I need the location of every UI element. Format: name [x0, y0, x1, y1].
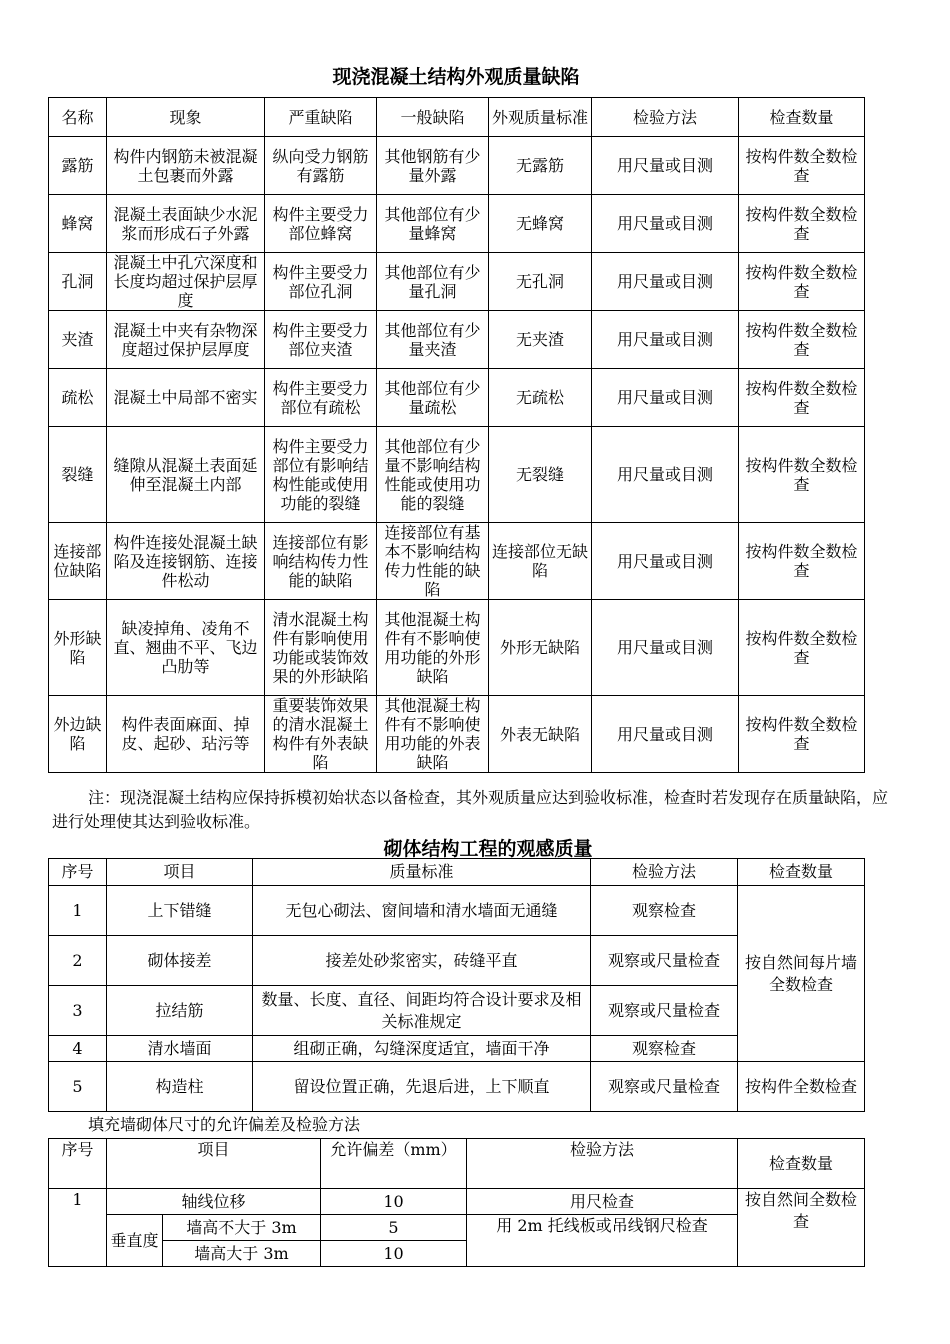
cell: 5 [321, 1215, 467, 1241]
cell: 用尺检查 [467, 1189, 738, 1215]
cell: 无露筋 [489, 137, 592, 195]
cell: 按构件数全数检查 [739, 696, 865, 773]
cell: 按构件数全数检查 [739, 311, 865, 369]
table-row [49, 427, 865, 523]
cell: 观察或尺量检查 [591, 1062, 738, 1112]
header-cell: 序号 [49, 859, 107, 886]
cell: 留设位置正确，先退后进，上下顺直 [253, 1062, 591, 1112]
header-cell: 名称 [49, 98, 107, 137]
cell: 用尺量或目测 [592, 137, 739, 195]
header-cell: 检查数量 [739, 98, 865, 137]
table2-title: 砌体结构工程的观感质量 [383, 838, 593, 860]
defects-table [48, 97, 865, 773]
cell: 蜂窝 [49, 195, 107, 253]
cell: 无夹渣 [489, 311, 592, 369]
cell: 10 [321, 1241, 467, 1267]
cell: 1 [49, 1189, 107, 1267]
cell: 混凝土中夹有杂物深度超过保护层厚度 [107, 311, 265, 369]
cell: 无疏松 [489, 369, 592, 427]
cell: 4 [49, 1036, 107, 1062]
cell: 外形无缺陷 [489, 600, 592, 696]
cell: 混凝土中局部不密实 [107, 369, 265, 427]
cell: 用尺量或目测 [592, 427, 739, 523]
cell: 观察检查 [591, 1036, 738, 1062]
cell: 用尺量或目测 [592, 369, 739, 427]
cell: 裂缝 [49, 427, 107, 523]
cell: 用尺量或目测 [592, 600, 739, 696]
cell: 拉结筋 [107, 986, 253, 1036]
cell: 其他部位有少量疏松 [377, 369, 489, 427]
table-row [49, 137, 865, 195]
table3-header-row [49, 1139, 865, 1189]
cell: 观察或尺量检查 [591, 986, 738, 1036]
cell: 用尺量或目测 [592, 195, 739, 253]
cell: 无包心砌法、窗间墙和清水墙面无通缝 [253, 886, 591, 936]
cell: 构件主要受力部位夹渣 [265, 311, 377, 369]
cell: 无裂缝 [489, 427, 592, 523]
cell: 构件主要受力部位孔洞 [265, 253, 377, 311]
cell: 其他部位有少量不影响结构性能或使用功能的裂缝 [377, 427, 489, 523]
cell: 夹渣 [49, 311, 107, 369]
cell: 连接部位缺陷 [49, 523, 107, 600]
table1-title: 现浇混凝土结构外观质量缺陷 [332, 66, 580, 88]
cell: 外表无缺陷 [489, 696, 592, 773]
table3-caption: 填充墙砌体尺寸的允许偏差及检验方法 [88, 1115, 361, 1134]
cell: 其他部位有少量夹渣 [377, 311, 489, 369]
cell: 接差处砂浆密实，砖缝平直 [253, 936, 591, 986]
cell: 连接部位无缺陷 [489, 523, 592, 600]
header-cell: 现象 [107, 98, 265, 137]
cell: 2 [49, 936, 107, 986]
cell: 构件主要受力部位有疏松 [265, 369, 377, 427]
table-row [49, 1062, 865, 1112]
cell-qty-merged: 按自然间每片墙全数检查 [738, 886, 865, 1062]
header-cell: 序号 [49, 1139, 107, 1189]
header-cell: 质量标准 [253, 859, 591, 886]
cell: 其他部位有少量蜂窝 [377, 195, 489, 253]
cell: 其他钢筋有少量外露 [377, 137, 489, 195]
cell: 无孔洞 [489, 253, 592, 311]
cell: 其他混凝土构件有不影响使用功能的外形缺陷 [377, 600, 489, 696]
cell: 缺凌掉角、凌角不直、翘曲不平、飞边凸肋等 [107, 600, 265, 696]
cell: 构件表面麻面、掉皮、起砂、玷污等 [107, 696, 265, 773]
cell: 构造柱 [107, 1062, 253, 1112]
cell: 孔洞 [49, 253, 107, 311]
cell: 数量、长度、直径、间距均符合设计要求及相关标准规定 [253, 986, 591, 1036]
cell: 观察检查 [591, 886, 738, 936]
cell: 按构件全数检查 [738, 1062, 865, 1112]
cell: 其他部位有少量孔洞 [377, 253, 489, 311]
header-cell: 严重缺陷 [265, 98, 377, 137]
header-cell: 检查数量 [738, 859, 865, 886]
cell: 混凝土表面缺少水泥浆而形成石子外露 [107, 195, 265, 253]
cell: 构件连接处混凝土缺陷及连接钢筋、连接件松动 [107, 523, 265, 600]
table-row [49, 523, 865, 600]
cell: 缝隙从混凝土表面延伸至混凝土内部 [107, 427, 265, 523]
cell: 用 2m 托线板或吊线钢尺检查 [467, 1215, 738, 1267]
header-cell: 项目 [107, 1139, 321, 1189]
cell: 纵向受力钢筋有露筋 [265, 137, 377, 195]
infill-wall-tolerance-table [48, 1138, 865, 1267]
table-row [49, 253, 865, 311]
cell: 按构件数全数检查 [739, 369, 865, 427]
cell: 构件主要受力部位有影响结构性能或使用功能的裂缝 [265, 427, 377, 523]
header-cell: 检验方法 [591, 859, 738, 886]
cell: 重要装饰效果的清水混凝土构件有外表缺陷 [265, 696, 377, 773]
table2-header-row [49, 859, 865, 886]
cell: 用尺量或目测 [592, 523, 739, 600]
cell: 上下错缝 [107, 886, 253, 936]
table1-note: 注：现浇混凝土结构应保持拆模初始状态以备检查，其外观质量应达到验收标准，检查时若发现存在质量缺陷，应进行处理使其达到验收标准。 [52, 788, 889, 831]
table-row [49, 600, 865, 696]
cell: 连接部位有基本不影响结构传力性能的缺陷 [377, 523, 489, 600]
cell: 轴线位移 [107, 1189, 321, 1215]
cell: 组砌正确，勾缝深度适宜，墙面干净 [253, 1036, 591, 1062]
cell: 按构件数全数检查 [739, 600, 865, 696]
table-row [49, 696, 865, 773]
cell: 构件主要受力部位蜂窝 [265, 195, 377, 253]
table1-header-row [49, 98, 865, 137]
cell: 混凝土中孔穴深度和长度均超过保护层厚度 [107, 253, 265, 311]
cell: 墙高不大于 3m [163, 1215, 321, 1241]
cell: 露筋 [49, 137, 107, 195]
cell: 按构件数全数检查 [739, 427, 865, 523]
cell: 清水墙面 [107, 1036, 253, 1062]
header-cell: 一般缺陷 [377, 98, 489, 137]
cell: 疏松 [49, 369, 107, 427]
cell: 无蜂窝 [489, 195, 592, 253]
header-cell: 允许偏差（mm） [321, 1139, 467, 1189]
cell: 用尺量或目测 [592, 696, 739, 773]
cell: 砌体接差 [107, 936, 253, 986]
table-row [49, 311, 865, 369]
cell: 按构件数全数检查 [739, 195, 865, 253]
header-cell: 检查数量 [738, 1139, 865, 1189]
header-cell: 项目 [107, 859, 253, 886]
header-cell: 外观质量标准 [489, 98, 592, 137]
cell: 构件内钢筋未被混凝土包裹而外露 [107, 137, 265, 195]
cell: 按构件数全数检查 [739, 253, 865, 311]
masonry-quality-table [48, 858, 865, 1112]
cell: 清水混凝土构件有影响使用功能或装饰效果的外形缺陷 [265, 600, 377, 696]
cell: 观察或尺量检查 [591, 936, 738, 986]
header-cell: 检验方法 [467, 1139, 738, 1189]
cell: 连接部位有影响结构传力性能的缺陷 [265, 523, 377, 600]
cell: 10 [321, 1189, 467, 1215]
cell: 用尺量或目测 [592, 253, 739, 311]
cell: 外形缺陷 [49, 600, 107, 696]
cell-vertical-label: 垂直度 [107, 1215, 163, 1267]
table-row [49, 195, 865, 253]
cell: 3 [49, 986, 107, 1036]
cell: 外边缺陷 [49, 696, 107, 773]
table-row [49, 369, 865, 427]
cell: 5 [49, 1062, 107, 1112]
table-row [49, 886, 865, 936]
header-cell: 检验方法 [592, 98, 739, 137]
cell: 墙高大于 3m [163, 1241, 321, 1267]
cell: 1 [49, 886, 107, 936]
cell: 按构件数全数检查 [739, 137, 865, 195]
cell: 其他混凝土构件有不影响使用功能的外表缺陷 [377, 696, 489, 773]
table-row [49, 1189, 865, 1215]
cell-qty: 按自然间全数检查 [738, 1189, 865, 1267]
cell: 用尺量或目测 [592, 311, 739, 369]
cell: 按构件数全数检查 [739, 523, 865, 600]
